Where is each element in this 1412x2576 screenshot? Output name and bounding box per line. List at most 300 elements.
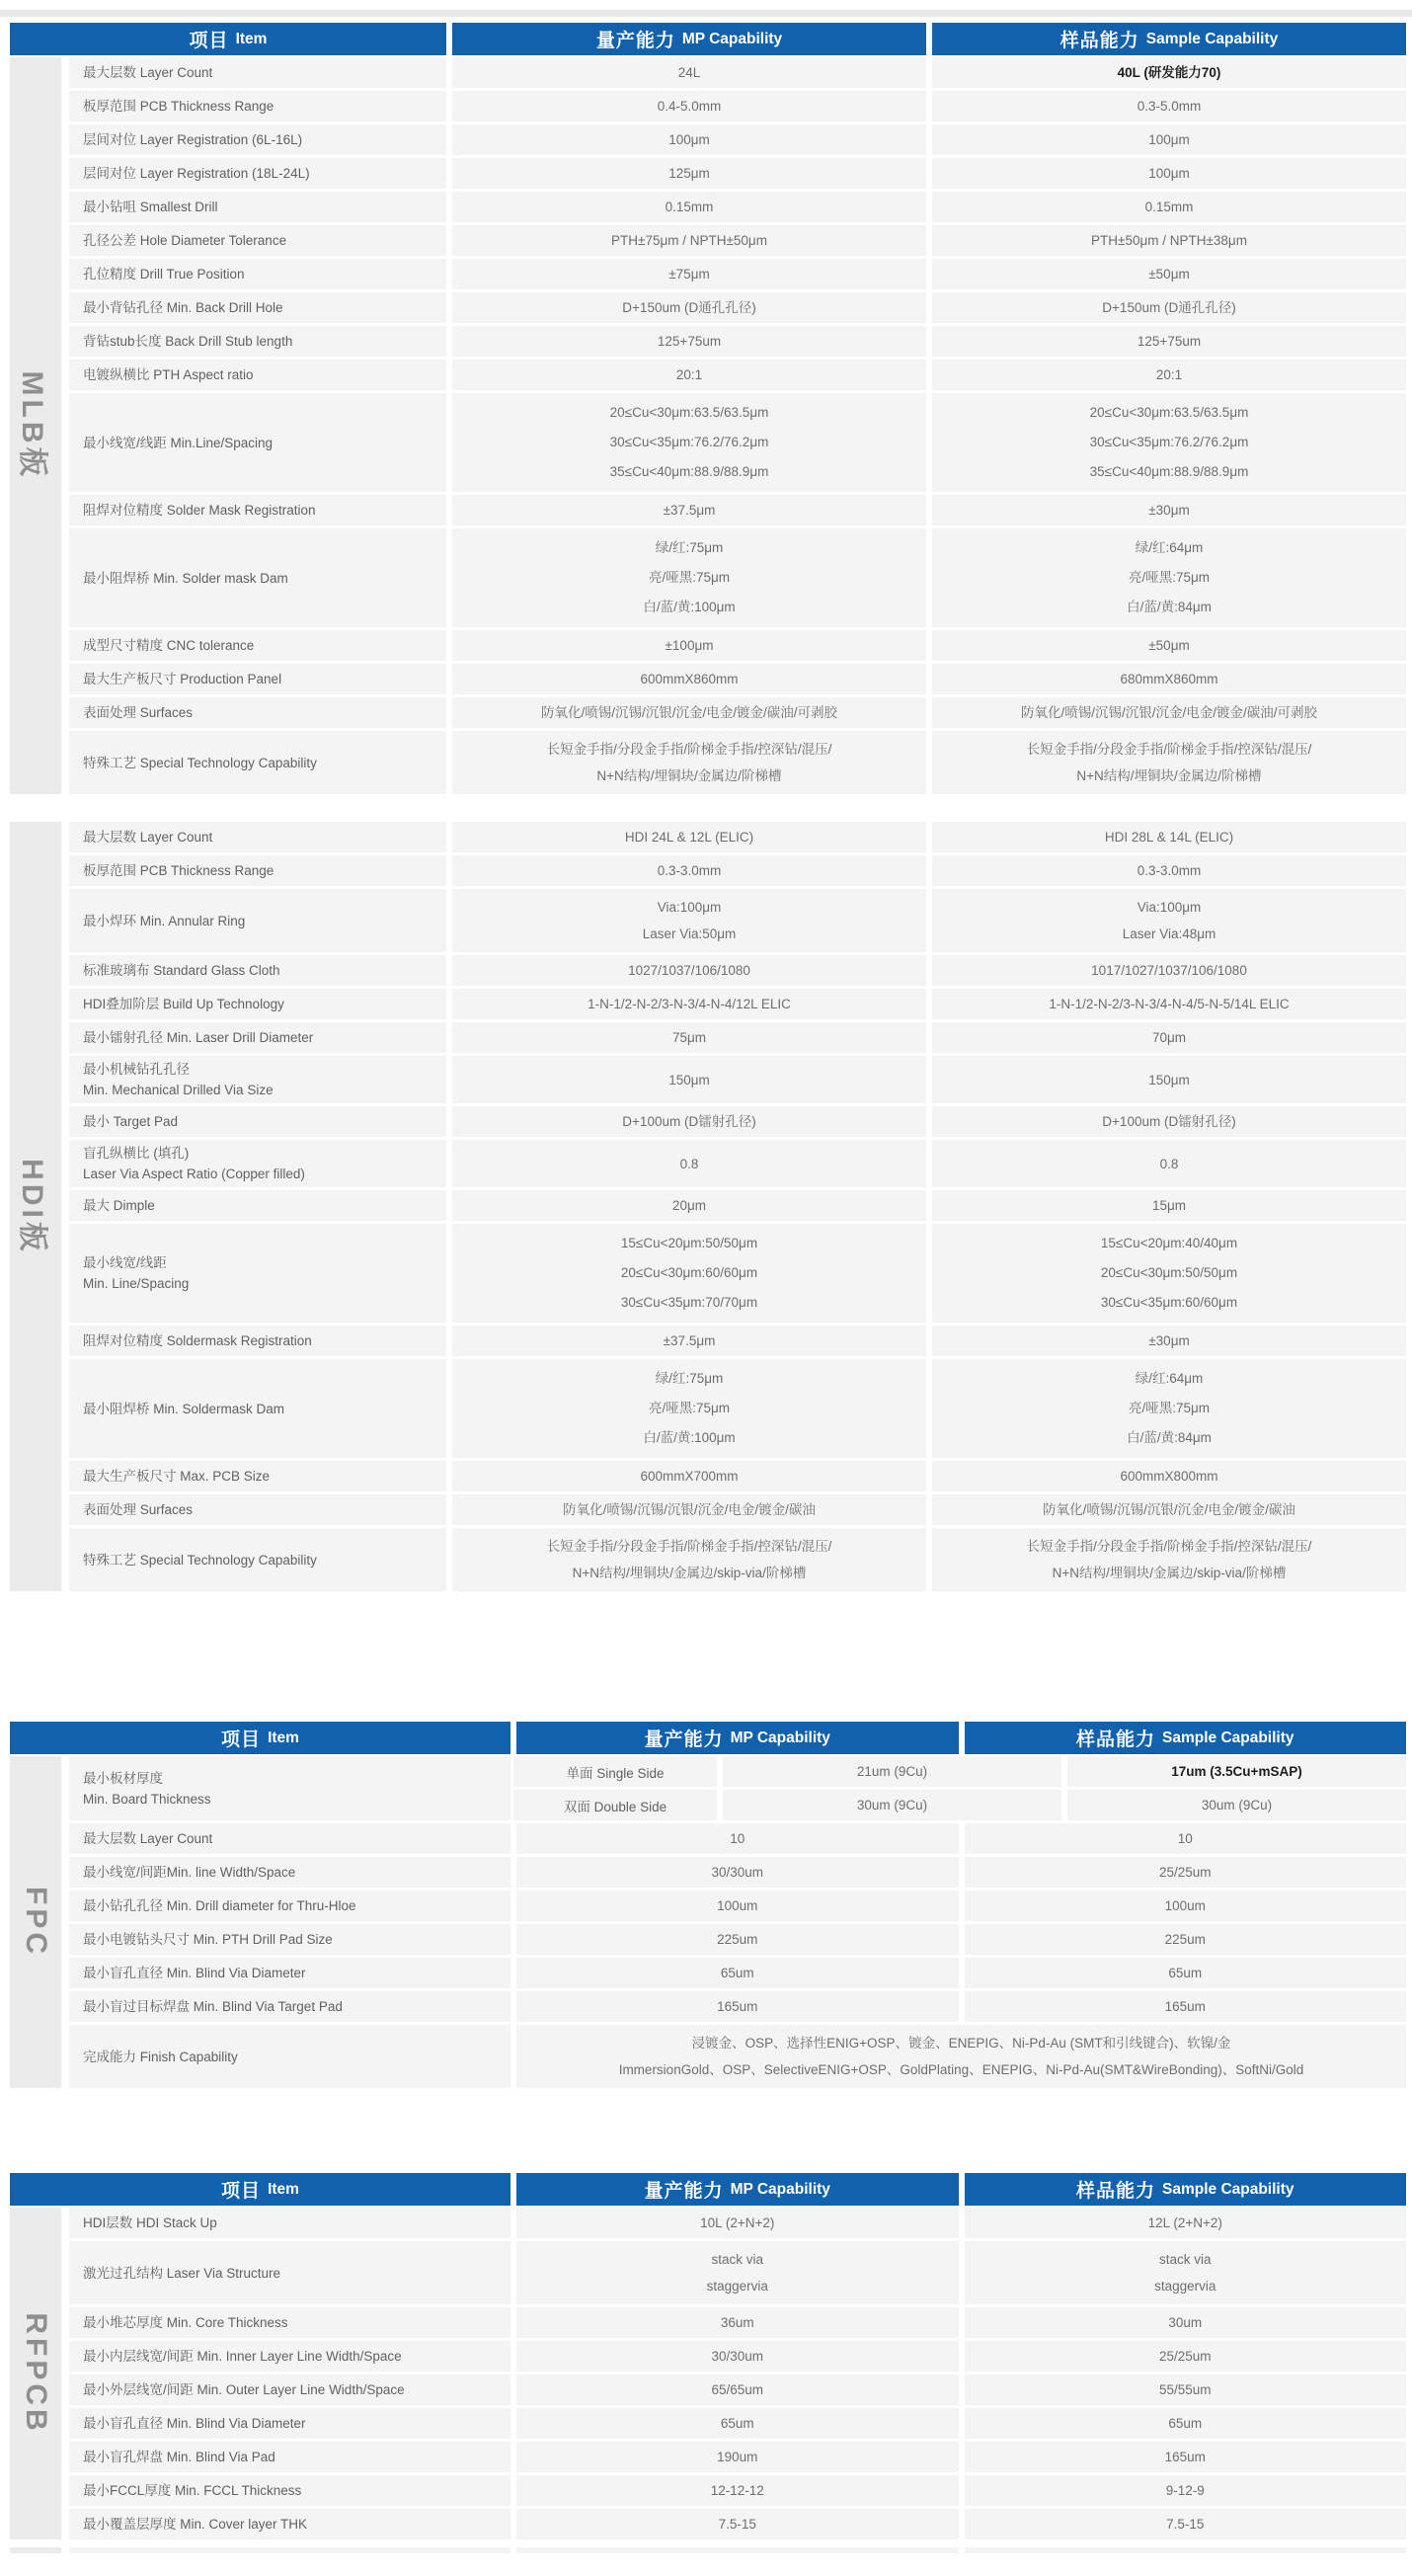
mp-value-cell bbox=[516, 1958, 959, 1988]
table-rfpcb bbox=[10, 2173, 1406, 2539]
sample-value-cell bbox=[932, 955, 1406, 986]
cell-line: ImmersionGold、OSP、SelectiveENIG+OSP、GoldPlating、ENEPIG、Ni-Pd-Au(SMT&WireBonding)、SoftNi/Gold bbox=[618, 2062, 1304, 2077]
cell-line: 9-12-9 bbox=[1165, 2483, 1205, 2498]
table-row bbox=[69, 2408, 1406, 2439]
cell-line: 100um bbox=[717, 1898, 758, 1913]
cell-line: 125μm bbox=[668, 166, 710, 181]
item-label-cell bbox=[69, 2208, 510, 2238]
header-item-zh: 项目 bbox=[221, 1730, 262, 1750]
cell-line: 0.15mm bbox=[665, 200, 714, 214]
cell-line: 10L (2+N+2) bbox=[700, 2215, 775, 2230]
sample-value-cell bbox=[965, 2509, 1407, 2539]
table-row bbox=[69, 2241, 1406, 2304]
cell-line: 完成能力 Finish Capability bbox=[83, 2049, 238, 2064]
cell-line: 长短金手指/分段金手指/阶梯金手指/控深钻/混压/ bbox=[1026, 1539, 1312, 1554]
table-row bbox=[69, 1190, 1406, 1221]
sample-value-cell bbox=[932, 1190, 1406, 1221]
item-label-cell bbox=[69, 528, 446, 627]
item-label-cell bbox=[69, 697, 446, 728]
cell-line: 最小FCCL厚度 Min. FCCL Thickness bbox=[83, 2483, 302, 2498]
table-row bbox=[69, 1891, 1406, 1921]
item-label-cell bbox=[69, 1924, 510, 1955]
mp-value-cell bbox=[516, 1857, 959, 1888]
sample-value-cell bbox=[965, 1924, 1407, 1955]
mp-value-cell bbox=[452, 326, 926, 357]
mp-value-cell bbox=[452, 91, 926, 121]
sample-value-cell bbox=[932, 495, 1406, 525]
mp-value-cell bbox=[452, 360, 926, 390]
sample-value-cell bbox=[932, 1056, 1406, 1103]
mp-value-cell bbox=[516, 2307, 959, 2338]
header-sample-capability-zh: 样品能力 bbox=[1059, 31, 1139, 51]
table-subrow bbox=[513, 1790, 1406, 1820]
table-row bbox=[69, 2307, 1406, 2338]
mp-value-cell bbox=[452, 1056, 926, 1103]
cell-line: ±50μm bbox=[1148, 638, 1190, 653]
cell-line: 最小覆盖层厚度 Min. Cover layer THK bbox=[83, 2517, 308, 2532]
cell-line: 600mmX800mm bbox=[1120, 1469, 1218, 1484]
header-sample-capability-zh: 样品能力 bbox=[1075, 1730, 1155, 1750]
cell-line: 长短金手指/分段金手指/阶梯金手指/控深钻/混压/ bbox=[546, 1539, 832, 1554]
cell-line: 30/30um bbox=[711, 2349, 764, 2364]
cell-line: Min. Mechanical Drilled Via Size bbox=[83, 1083, 274, 1097]
table-subrow bbox=[513, 1756, 1406, 1787]
cell-line: 12-12-12 bbox=[710, 2483, 764, 2498]
cell-line: 防氧化/喷锡/沉锡/沉银/沉金/电金/镀金/碳油 bbox=[563, 1502, 816, 1517]
cell-line: 100um bbox=[1164, 1898, 1206, 1913]
cell-line: D+150um (D通孔孔径) bbox=[622, 300, 756, 315]
header-item-en: Item bbox=[235, 30, 268, 47]
cell-line: 55/55um bbox=[1158, 2382, 1212, 2397]
item-label-cell bbox=[69, 630, 446, 661]
sample-value-cell bbox=[932, 731, 1406, 794]
sample-value-cell bbox=[932, 889, 1406, 952]
mp-value-cell bbox=[452, 889, 926, 952]
cutoff-mp-cell bbox=[516, 2547, 959, 2553]
mp-value-cell bbox=[452, 1140, 926, 1187]
cell-line: staggervia bbox=[706, 2279, 768, 2294]
sample-value-cell bbox=[932, 1224, 1406, 1323]
header-sample-capability bbox=[965, 1722, 1407, 1754]
item-label-cell bbox=[69, 124, 446, 155]
mp-value-cell bbox=[452, 989, 926, 1019]
mp-value-cell bbox=[452, 1528, 926, 1591]
item-label-cell bbox=[69, 259, 446, 289]
cell-line: 最小钻孔孔径 Min. Drill diameter for Thru-Hloe bbox=[83, 1898, 356, 1913]
side-label-rfpcb: RFPCB bbox=[20, 2312, 52, 2435]
cell-line: 长短金手指/分段金手指/阶梯金手指/控深钻/混压/ bbox=[546, 742, 832, 757]
mp-value-cell bbox=[516, 1924, 959, 1955]
side-rail-hdi bbox=[10, 822, 61, 1591]
cell-line: 电镀纵横比 PTH Aspect ratio bbox=[83, 367, 254, 382]
sample-value-cell bbox=[932, 1359, 1406, 1458]
sample-value-cell bbox=[965, 2442, 1407, 2472]
header-mp-capability-en: MP Capability bbox=[730, 1729, 830, 1746]
sample-value-cell bbox=[932, 1106, 1406, 1137]
cell-line: 30≤Cu<35μm:76.2/76.2μm bbox=[1089, 435, 1249, 449]
item-label-cell bbox=[69, 360, 446, 390]
cell-line: 特殊工艺 Special Technology Capability bbox=[83, 1552, 317, 1568]
table-row bbox=[69, 326, 1406, 357]
item-label-cell bbox=[69, 225, 446, 256]
cell-line: Via:100μm bbox=[657, 900, 722, 915]
table-row bbox=[69, 192, 1406, 222]
sub-label-cell: 双面 Double Side bbox=[513, 1790, 717, 1820]
cell-line: 75μm bbox=[671, 1030, 707, 1045]
table-header bbox=[10, 2173, 1406, 2206]
cell-line: 最大 Dimple bbox=[83, 1198, 155, 1213]
cell-line: 17um (3.5Cu+mSAP) bbox=[1171, 1764, 1302, 1779]
sample-value-cell bbox=[932, 292, 1406, 323]
cell-line: 10 bbox=[730, 1831, 745, 1846]
table-row bbox=[69, 124, 1406, 155]
table-row bbox=[69, 955, 1406, 986]
table-row bbox=[69, 2208, 1406, 2238]
section-fpc bbox=[10, 1756, 1406, 2088]
item-label-cell bbox=[69, 1891, 510, 1921]
cell-line: Laser Via:50μm bbox=[642, 926, 737, 941]
cell-line: 1-N-1/2-N-2/3-N-3/4-N-4/12L ELIC bbox=[588, 997, 791, 1011]
mp-value-cell bbox=[452, 1461, 926, 1491]
table-row bbox=[69, 393, 1406, 492]
cell-line: 最大层数 Layer Count bbox=[83, 1831, 213, 1846]
table-row bbox=[69, 731, 1406, 794]
mp-value-cell bbox=[516, 2509, 959, 2539]
cell-line: 最大层数 Layer Count bbox=[83, 65, 213, 80]
header-item bbox=[10, 23, 446, 55]
cell-line: 最小阻焊桥 Min. Solder mask Dam bbox=[83, 570, 288, 586]
item-label-cell bbox=[69, 2341, 510, 2372]
mp-value-cell bbox=[452, 1022, 926, 1053]
cell-line: 65/65um bbox=[711, 2382, 764, 2397]
cell-line: stack via bbox=[711, 2252, 764, 2267]
sample-value-cell bbox=[932, 528, 1406, 627]
cell-line: 绿/红:64μm bbox=[1135, 540, 1204, 555]
side-rail-fpc bbox=[10, 1756, 61, 2088]
cell-line: 0.8 bbox=[679, 1156, 699, 1171]
cell-line: ±30μm bbox=[1148, 1333, 1190, 1348]
header-mp-capability-en: MP Capability bbox=[730, 2180, 830, 2198]
item-label-cell bbox=[69, 158, 446, 189]
sub-label-cell: 单面 Single Side bbox=[513, 1756, 717, 1787]
sample-value-cell bbox=[965, 1823, 1407, 1854]
table-row bbox=[69, 360, 1406, 390]
mp-value-cell bbox=[452, 259, 926, 289]
cell-line: 最小背钻孔径 Min. Back Drill Hole bbox=[83, 300, 283, 315]
mp-value-cell bbox=[516, 2208, 959, 2238]
cell-line: 20≤Cu<30μm:63.5/63.5μm bbox=[609, 405, 769, 420]
cell-line: N+N结构/埋铜块/金属边/阶梯槽 bbox=[596, 768, 782, 783]
sub-rows bbox=[513, 1756, 1406, 1820]
cell-line: 15≤Cu<20μm:50/50μm bbox=[620, 1236, 758, 1250]
cell-line: PTH±50μm / NPTH±38μm bbox=[1091, 233, 1247, 248]
cell-line: Laser Via Aspect Ratio (Copper filled) bbox=[83, 1167, 305, 1181]
cell-line: 亮/哑黑:75μm bbox=[648, 1401, 731, 1415]
item-label-cell bbox=[69, 2241, 510, 2304]
sample-value-cell bbox=[965, 2475, 1407, 2506]
item-label-cell bbox=[69, 1991, 510, 2022]
table-row bbox=[69, 259, 1406, 289]
cell-line: 125+75um bbox=[1137, 334, 1202, 349]
sample-value-cell bbox=[932, 1326, 1406, 1356]
item-label-cell bbox=[69, 955, 446, 986]
cell-line: 阻焊对位精度 Soldermask Registration bbox=[83, 1333, 312, 1348]
item-label-cell bbox=[69, 731, 446, 794]
capability-spec-document bbox=[0, 23, 1412, 2539]
sample-value-cell bbox=[932, 192, 1406, 222]
cell-line: 防氧化/喷锡/沉锡/沉银/沉金/电金/镀金/碳油/可剥胶 bbox=[540, 705, 837, 720]
table-row bbox=[69, 1224, 1406, 1323]
mp-value-cell bbox=[516, 1891, 959, 1921]
cell-line: 35≤Cu<40μm:88.9/88.9μm bbox=[1089, 464, 1249, 479]
cell-line: HDI层数 HDI Stack Up bbox=[83, 2215, 217, 2230]
header-sample-capability-en: Sample Capability bbox=[1162, 1729, 1294, 1746]
mp-value-cell bbox=[452, 158, 926, 189]
sample-value-cell bbox=[932, 822, 1406, 852]
cell-line: ±50μm bbox=[1148, 267, 1190, 282]
sample-value-cell bbox=[932, 124, 1406, 155]
cell-line: 层间对位 Layer Registration (18L-24L) bbox=[83, 166, 310, 181]
cell-line: 600mmX700mm bbox=[640, 1469, 739, 1484]
cell-line: 最小焊环 Min. Annular Ring bbox=[83, 913, 246, 928]
cell-line: 30≤Cu<35μm:70/70μm bbox=[620, 1295, 758, 1310]
mp-value-cell bbox=[452, 1326, 926, 1356]
cell-line: 30um (9Cu) bbox=[1201, 1798, 1273, 1812]
cell-line: 防氧化/喷锡/沉锡/沉银/沉金/电金/镀金/碳油 bbox=[1043, 1502, 1295, 1517]
cell-line: 24L bbox=[677, 65, 701, 80]
header-mp-capability bbox=[516, 2173, 959, 2206]
mp-value-cell bbox=[516, 2442, 959, 2472]
cell-line: 白/蓝/黄:84μm bbox=[1127, 600, 1212, 614]
cell-line: 最小镭射孔径 Min. Laser Drill Diameter bbox=[83, 1030, 314, 1045]
cell-line: 最小 Target Pad bbox=[83, 1114, 179, 1129]
cell-line: 最小阻焊桥 Min. Soldermask Dam bbox=[83, 1401, 285, 1416]
cell-line: 65um bbox=[1168, 2416, 1203, 2431]
section-rfpcb bbox=[10, 2208, 1406, 2539]
cell-line: N+N结构/埋铜块/金属边/阶梯槽 bbox=[1076, 768, 1262, 783]
sample-value-cell bbox=[965, 2208, 1407, 2238]
table-row bbox=[69, 1494, 1406, 1525]
cell-line: 165um bbox=[1164, 1999, 1206, 2014]
sample-value-cell bbox=[1067, 1790, 1406, 1820]
cell-line: N+N结构/埋铜块/金属边/skip-via/阶梯槽 bbox=[572, 1566, 807, 1580]
item-label-cell bbox=[69, 1528, 446, 1591]
cell-line: 1017/1027/1037/106/1080 bbox=[1091, 963, 1247, 978]
cell-line: 最大生产板尺寸 Max. PCB Size bbox=[83, 1469, 271, 1484]
item-label-cell bbox=[69, 2408, 510, 2439]
table-mlb-hdi bbox=[10, 23, 1406, 1591]
cell-line: ±30μm bbox=[1148, 503, 1190, 518]
mp-value-cell bbox=[452, 225, 926, 256]
section-hdi bbox=[10, 822, 1406, 1591]
header-item-en: Item bbox=[268, 2180, 299, 2198]
cell-line: 最小内层线宽/间距 Min. Inner Layer Line Width/Space bbox=[83, 2349, 402, 2364]
item-label-cell bbox=[69, 2442, 510, 2472]
sample-value-cell bbox=[965, 2408, 1407, 2439]
cell-line: ±75μm bbox=[668, 267, 710, 282]
cutoff-row bbox=[10, 2547, 1406, 2553]
cell-line: N+N结构/埋铜块/金属边/skip-via/阶梯槽 bbox=[1052, 1566, 1287, 1580]
cell-line: 亮/哑黑:75μm bbox=[1128, 1401, 1211, 1415]
cell-line: D+100um (D镭射孔径) bbox=[622, 1114, 756, 1129]
table-row bbox=[69, 630, 1406, 661]
table-row bbox=[69, 91, 1406, 121]
header-mp-capability-en: MP Capability bbox=[681, 30, 783, 47]
cell-line: 35≤Cu<40μm:88.9/88.9μm bbox=[609, 464, 769, 479]
mp-value-cell bbox=[452, 664, 926, 694]
mp-value-cell bbox=[452, 495, 926, 525]
table-row bbox=[69, 2442, 1406, 2472]
cell-line: 0.15mm bbox=[1144, 200, 1194, 214]
mp-value-cell bbox=[452, 292, 926, 323]
table-row bbox=[69, 1140, 1406, 1187]
cell-line: 20μm bbox=[671, 1198, 707, 1213]
cell-line: 20≤Cu<30μm:63.5/63.5μm bbox=[1089, 405, 1249, 420]
sample-value-cell bbox=[932, 91, 1406, 121]
rows-fpc bbox=[69, 1756, 1406, 2088]
table-row bbox=[69, 1022, 1406, 1053]
cell-line: HDI 28L & 14L (ELIC) bbox=[1104, 830, 1234, 845]
mp-value-cell bbox=[452, 1190, 926, 1221]
cell-line: Laser Via:48μm bbox=[1122, 926, 1216, 941]
cell-line: 15≤Cu<20μm:40/40μm bbox=[1100, 1236, 1238, 1250]
cell-line: 21um (9Cu) bbox=[856, 1764, 928, 1779]
item-label-cell bbox=[69, 822, 446, 852]
cell-line: 最大层数 Layer Count bbox=[83, 830, 213, 845]
table-fpc bbox=[10, 1722, 1406, 2088]
cell-line: 标准玻璃布 Standard Glass Cloth bbox=[83, 963, 280, 978]
item-label-cell bbox=[69, 2025, 510, 2088]
header-sample-capability-en: Sample Capability bbox=[1145, 30, 1279, 47]
cell-line: D+100um (D镭射孔径) bbox=[1102, 1114, 1236, 1129]
cell-line: 阻焊对位精度 Solder Mask Registration bbox=[83, 503, 316, 518]
mp-value-cell bbox=[452, 955, 926, 986]
table-row bbox=[69, 2375, 1406, 2405]
section-mlb bbox=[10, 57, 1406, 794]
table-row bbox=[69, 2475, 1406, 2506]
mp-value-cell bbox=[452, 1224, 926, 1323]
item-label-cell bbox=[69, 889, 446, 952]
cell-line: 30≤Cu<35μm:60/60μm bbox=[1100, 1295, 1238, 1310]
cell-line: 孔位精度 Drill True Position bbox=[83, 267, 245, 282]
table-row bbox=[69, 664, 1406, 694]
item-label-cell bbox=[69, 1022, 446, 1053]
table-row bbox=[69, 1823, 1406, 1854]
cell-line: 1027/1037/106/1080 bbox=[628, 963, 750, 978]
top-divider-bar bbox=[0, 10, 1412, 17]
table-row bbox=[69, 158, 1406, 189]
item-label-cell bbox=[69, 1326, 446, 1356]
cell-line: 225um bbox=[1164, 1932, 1206, 1947]
table-row bbox=[69, 1326, 1406, 1356]
mp-value-cell bbox=[452, 192, 926, 222]
cell-line: 100μm bbox=[668, 132, 710, 147]
item-label-cell bbox=[69, 393, 446, 492]
sample-value-cell bbox=[932, 1528, 1406, 1591]
cell-line: 绿/红:75μm bbox=[655, 540, 724, 555]
cell-line: 绿/红:64μm bbox=[1135, 1371, 1204, 1386]
sample-value-cell bbox=[932, 393, 1406, 492]
mp-value-cell bbox=[452, 57, 926, 88]
sample-value-cell bbox=[932, 664, 1406, 694]
cell-line: 背钻stub长度 Back Drill Stub length bbox=[83, 334, 293, 349]
mp-value-cell bbox=[452, 822, 926, 852]
mp-value-cell bbox=[452, 1106, 926, 1137]
rows-hdi bbox=[69, 822, 1406, 1591]
table-header bbox=[10, 1722, 1406, 1754]
cell-line: 最小机械钻孔孔径 bbox=[83, 1062, 190, 1077]
table-row bbox=[69, 1857, 1406, 1888]
cell-line: 70μm bbox=[1151, 1030, 1187, 1045]
sample-value-cell bbox=[932, 1494, 1406, 1525]
cell-line: 0.8 bbox=[1159, 1156, 1179, 1171]
cell-line: 65um bbox=[720, 2416, 754, 2431]
table-row bbox=[69, 292, 1406, 323]
cell-line: 165um bbox=[1164, 2450, 1206, 2464]
rows-rfpcb bbox=[69, 2208, 1406, 2539]
cell-line: 40L (研发能力70) bbox=[1117, 65, 1221, 80]
cell-line: 表面处理 Surfaces bbox=[83, 705, 194, 720]
sample-value-cell bbox=[1067, 1756, 1406, 1787]
cell-line: 最小线宽/线距 bbox=[83, 1255, 167, 1270]
header-sample-capability bbox=[932, 23, 1406, 55]
cell-line: 最小电镀钻头尺寸 Min. PTH Drill Pad Size bbox=[83, 1932, 333, 1947]
sample-value-cell bbox=[932, 360, 1406, 390]
cell-line: 20≤Cu<30μm:50/50μm bbox=[1100, 1265, 1238, 1280]
cell-line: 25/25um bbox=[1158, 1865, 1212, 1880]
cell-line: 最小线宽/线距 Min.Line/Spacing bbox=[83, 435, 274, 450]
cell-line: 最小钻咀 Smallest Drill bbox=[83, 200, 218, 214]
item-label-cell bbox=[69, 2375, 510, 2405]
cell-line: 激光过孔结构 Laser Via Structure bbox=[83, 2265, 281, 2281]
item-label-cell bbox=[69, 1056, 446, 1103]
table-row bbox=[69, 2509, 1406, 2539]
table-row bbox=[69, 57, 1406, 88]
cell-line: 板厚范围 PCB Thickness Range bbox=[83, 863, 275, 878]
merged-value-cell bbox=[516, 2025, 1406, 2088]
cell-line: 孔径公差 Hole Diameter Tolerance bbox=[83, 233, 287, 248]
sample-value-cell bbox=[965, 1857, 1407, 1888]
mp-value-cell bbox=[452, 630, 926, 661]
cell-line: 30um (9Cu) bbox=[856, 1798, 928, 1812]
item-label-cell bbox=[69, 1106, 446, 1137]
mp-value-cell bbox=[516, 2475, 959, 2506]
header-mp-capability-zh: 量产能力 bbox=[644, 2181, 724, 2202]
cell-line: 层间对位 Layer Registration (6L-16L) bbox=[83, 132, 303, 147]
cell-line: 白/蓝/黄:100μm bbox=[643, 600, 736, 614]
cell-line: HDI 24L & 12L (ELIC) bbox=[624, 830, 754, 845]
side-rail-rfpcb bbox=[10, 2208, 61, 2539]
mp-value-cell bbox=[516, 1991, 959, 2022]
item-label-cell bbox=[69, 1224, 446, 1323]
cell-line: 65um bbox=[720, 1966, 754, 1980]
cell-line: 成型尺寸精度 CNC tolerance bbox=[83, 638, 255, 653]
table-row bbox=[69, 2025, 1406, 2088]
table-row bbox=[69, 2341, 1406, 2372]
sample-value-cell bbox=[932, 989, 1406, 1019]
side-label-fpc: FPC bbox=[20, 1887, 52, 1958]
cell-line: 0.4-5.0mm bbox=[657, 99, 722, 114]
cell-line: ±37.5μm bbox=[663, 1333, 716, 1348]
cell-line: 20≤Cu<30μm:60/60μm bbox=[620, 1265, 758, 1280]
cell-line: 最小堆芯厚度 Min. Core Thickness bbox=[83, 2315, 288, 2330]
item-label-cell bbox=[69, 2307, 510, 2338]
sample-value-cell bbox=[932, 259, 1406, 289]
item-label-cell bbox=[69, 292, 446, 323]
cell-line: 100μm bbox=[1148, 166, 1190, 181]
cell-line: 最小盲过目标焊盘 Min. Blind Via Target Pad bbox=[83, 1999, 343, 2014]
item-label-cell bbox=[69, 326, 446, 357]
